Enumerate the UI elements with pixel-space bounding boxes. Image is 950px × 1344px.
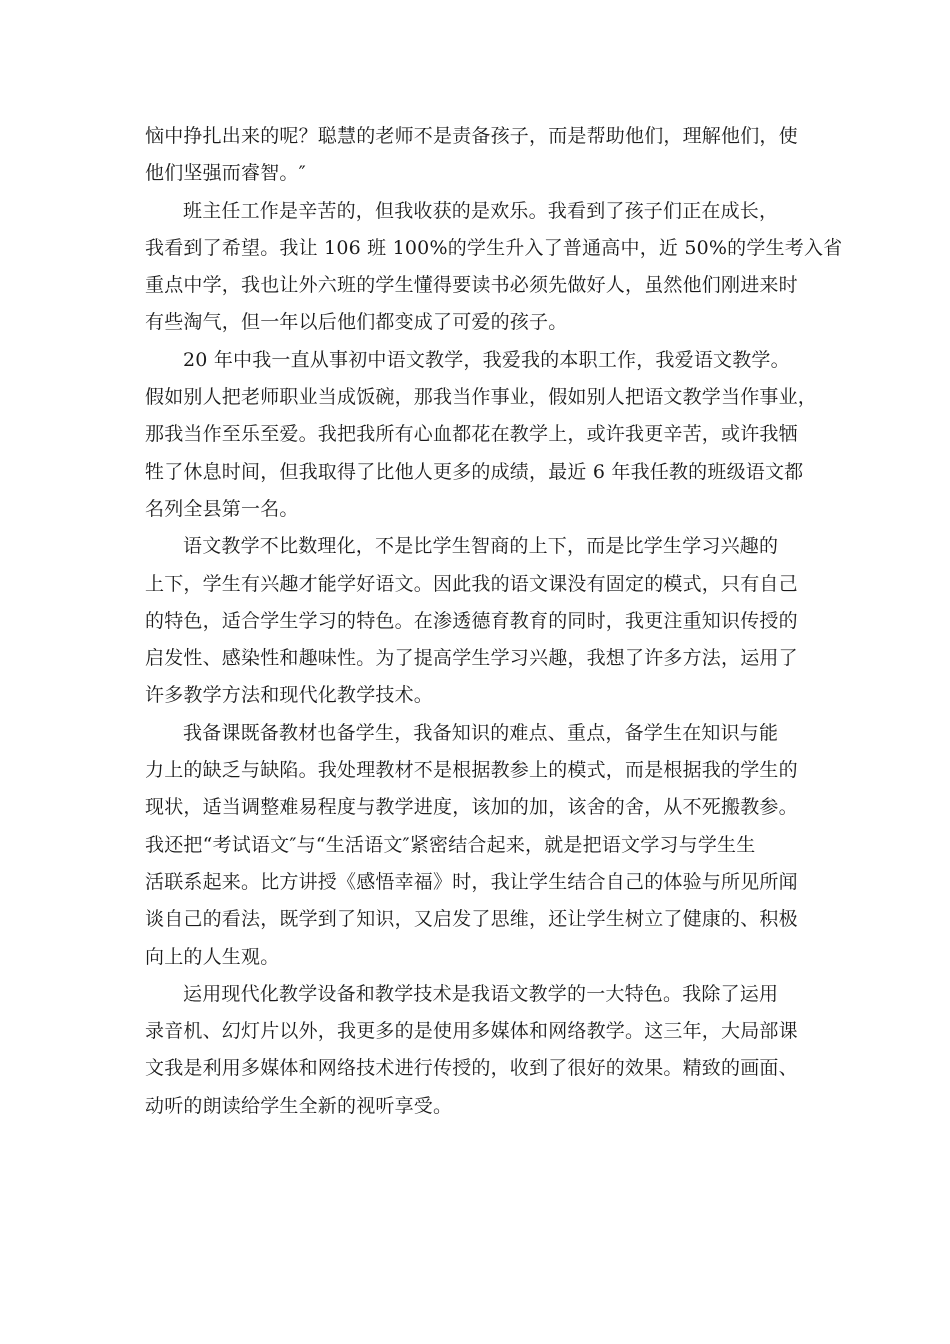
text-line: 有些淘气，但一年以后他们都变成了可爱的孩子。	[145, 311, 568, 334]
paragraph-first-line: 我备课既备教材也备学生，我备知识的难点、重点，备学生在知识与能	[183, 721, 779, 744]
text-line: 我看到了希望。我让 106 班 100%的学生升入了普通高中，近 50%的学生考入省	[145, 236, 843, 259]
text-line: 力上的缺乏与缺陷。我处理教材不是根据教参上的模式，而是根据我的学生的	[145, 759, 798, 782]
text-line: 许多教学方法和现代化教学技术。	[145, 684, 434, 707]
text-line: 恼中挣扎出来的呢？聪慧的老师不是责备孩子，而是帮助他们，理解他们，使	[145, 125, 798, 147]
body-text	[145, 118, 843, 1125]
paragraph-first-line: 语文教学不比数理化，不是比学生智商的上下，而是比学生学习兴趣的	[183, 535, 779, 558]
text-line: 重点中学，我也让外六班的学生懂得要读书必须先做好人，虽然他们刚进来时	[145, 274, 798, 297]
text-line: 启发性、感染性和趣味性。为了提高学生学习兴趣，我想了许多方法，运用了	[145, 647, 798, 670]
paragraph-first-line: 班主任工作是辛苦的，但我收获的是欢乐。我看到了孩子们正在成长，	[183, 199, 779, 222]
text-line: 动听的朗读给学生全新的视听享受。	[145, 1094, 453, 1117]
text-line: 录音机、幻灯片以外，我更多的是使用多媒体和网络教学。这三年，大局部课	[145, 1020, 798, 1043]
paragraph-first-line: 运用现代化教学设备和教学技术是我语文教学的一大特色。我除了运用	[183, 982, 779, 1005]
text-line: 上下，学生有兴趣才能学好语文。因此我的语文课没有固定的模式，只有自己	[145, 572, 798, 595]
text-line: 我还把“考试语文″与“生活语文″紧密结合起来，就是把语文学习与学生生	[145, 833, 756, 856]
text-line: 假如别人把老师职业当成饭碗，那我当作事业，假如别人把语文教学当作事业，	[145, 386, 818, 409]
text-line: 谈自己的看法，既学到了知识，又启发了思维，还让学生树立了健康的、积极	[145, 908, 798, 931]
text-line: 名列全县第一名。	[145, 497, 299, 520]
text-line: 他们坚强而睿智。″	[145, 162, 306, 185]
text-line: 那我当作至乐至爱。我把我所有心血都花在教学上，或许我更辛苦，或许我牺	[145, 423, 798, 446]
paragraph-first-line: 20 年中我一直从事初中语文教学，我爱我的本职工作，我爱语文教学。	[183, 348, 790, 371]
text-line: 牲了休息时间，但我取得了比他人更多的成绩，最近 6 年我任教的班级语文都	[145, 460, 804, 483]
text-line: 活联系起来。比方讲授《感悟幸福》时，我让学生结合自己的体验与所见所闻	[145, 870, 798, 893]
text-line: 文我是利用多媒体和网络技术进行传授的，收到了很好的效果。精致的画面、	[145, 1057, 798, 1080]
text-line: 的特色，适合学生学习的特色。在渗透德育教育的同时，我更注重知识传授的	[145, 609, 798, 632]
text-line: 现状，适当调整难易程度与教学进度，该加的加，该舍的舍，从不死搬教参。	[145, 796, 798, 819]
text-line: 向上的人生观。	[145, 945, 280, 968]
